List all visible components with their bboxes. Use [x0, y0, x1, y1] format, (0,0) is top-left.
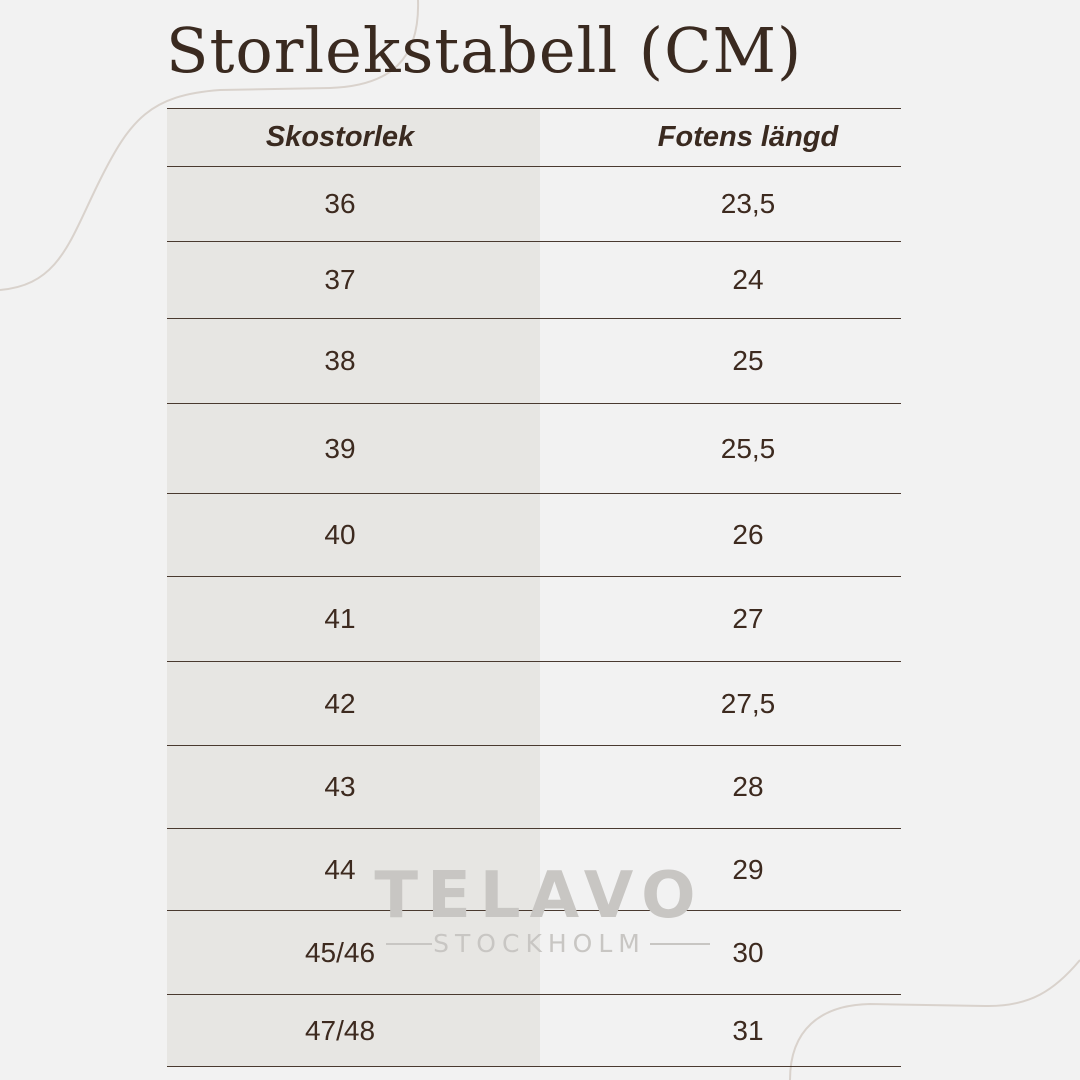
shoe-size-cell: 45/46 [304, 936, 376, 968]
shoe-size-cell: 38 [324, 345, 356, 376]
foot-length-cell: 27,5 [720, 687, 776, 719]
shoe-size-cell: 47/48 [304, 1014, 376, 1046]
table-row [167, 319, 901, 404]
watermark-rule-right [650, 943, 710, 945]
foot-length-cell: 30 [732, 936, 764, 968]
table-row [167, 995, 901, 1067]
shoe-size-cell: 41 [324, 603, 356, 634]
table-row [167, 242, 901, 319]
shoe-size-cell: 37 [324, 264, 356, 295]
foot-length-cell: 28 [732, 771, 764, 802]
shoe-size-cell: 43 [324, 771, 356, 802]
foot-length-cell: 26 [732, 519, 764, 550]
header-shoe-size: Skostorlek [265, 121, 415, 153]
shoe-size-cell: 40 [324, 519, 356, 550]
table-row [167, 494, 901, 577]
foot-length-cell: 31 [732, 1014, 764, 1046]
page-title: Storlekstabell (CM) [166, 14, 803, 87]
table-row [167, 746, 901, 829]
foot-length-cell: 23,5 [720, 188, 776, 219]
foot-length-cell: 29 [732, 853, 764, 885]
table-row [167, 577, 901, 662]
header-foot-length: Fotens längd [657, 121, 839, 153]
table-row [167, 662, 901, 746]
watermark-sub: STOCKHOLM [433, 929, 646, 958]
shoe-size-cell: 36 [324, 188, 356, 219]
brand-watermark [372, 859, 707, 964]
foot-length-cell: 25 [732, 345, 764, 376]
table-row [167, 167, 901, 242]
shoe-size-cell: 42 [324, 687, 356, 719]
foot-length-cell: 27 [732, 603, 764, 634]
watermark-name: TELAVO [374, 859, 705, 933]
table-header-row [167, 108, 901, 167]
shoe-size-cell: 44 [324, 853, 356, 885]
shoe-size-cell: 39 [324, 432, 356, 464]
foot-length-cell: 24 [732, 264, 764, 295]
foot-length-cell: 25,5 [720, 432, 776, 464]
table-row [167, 404, 901, 494]
